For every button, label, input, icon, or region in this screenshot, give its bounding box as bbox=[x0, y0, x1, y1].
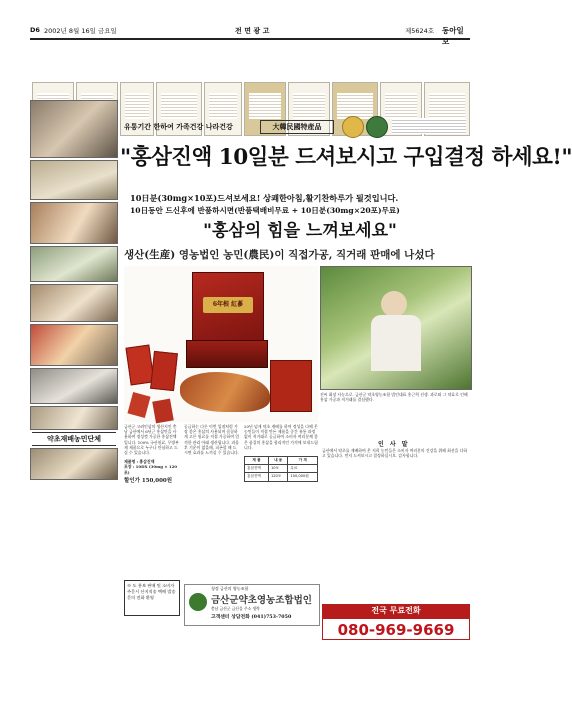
spec-package: 포장 : 10DX (30mg × 120포) bbox=[124, 464, 178, 475]
price-table bbox=[244, 456, 318, 482]
trial-line: 10日분(30mg×10포)드셔보세요! 상쾌한아침,활기찬하루가 될것입니다. bbox=[130, 193, 399, 203]
body-column-4 bbox=[322, 448, 470, 458]
greeting-title: 인 사 말 bbox=[378, 441, 410, 448]
farmer-body bbox=[371, 315, 421, 371]
table-row bbox=[245, 465, 318, 473]
table-header-cell: 제 품 bbox=[245, 457, 269, 465]
company-block bbox=[184, 584, 320, 626]
page-header bbox=[30, 22, 470, 46]
certificates-strip bbox=[30, 40, 470, 98]
body-text: 공급하는 다른 이번 입점처럼 가장 좋은 홍삼의 사용되며 꼼꼼하게 고른 원료를 직접 가공하여 엄격한 관리 아래 생산됩니다. 과음후 기운이 없을때, 피곤할 때 드시면 효과를 느끼실 수 있습니다. bbox=[184, 424, 240, 456]
refund-line: 10日동안 드신후에 반품하시면(반품택배비무료 + 10日분(30mg×20포)무료) bbox=[130, 206, 400, 215]
table-cell: 150,000원 bbox=[288, 473, 318, 481]
product-package bbox=[270, 360, 312, 412]
spec-name: 제품명 : 홍삼진액 bbox=[124, 459, 155, 465]
photo-people bbox=[30, 100, 118, 158]
table-cell: 무료 bbox=[288, 465, 318, 473]
subheadline: "홍삼의 힘을 느껴보세요" bbox=[203, 221, 397, 241]
section-title: 전 면 광 고 bbox=[235, 27, 270, 35]
newspaper-name: 동아일보 bbox=[442, 26, 464, 46]
table-row bbox=[245, 473, 318, 481]
left-photo-column bbox=[30, 100, 118, 480]
sale-notice-box bbox=[124, 580, 180, 616]
specialty-badge: 大韓民國特産品 bbox=[260, 120, 334, 134]
product-label: 6年根 紅蔘 bbox=[203, 297, 253, 313]
photo-crowd bbox=[30, 368, 118, 404]
table-cell: 홍삼진액 bbox=[245, 465, 269, 473]
photo-members bbox=[30, 448, 118, 480]
company-logo-icon bbox=[189, 593, 207, 611]
body-text: 20년 넘게 약초 재배를 하며 정성을 다해 온 농민들이 직접 만든 제품을 중간 유통 과정 없이 직거래로 공급하여 소비자 여러분께 좋은 품질의 홍삼을 합리적인 가격에 보내드립니다. bbox=[244, 424, 318, 450]
photo-meeting bbox=[30, 202, 118, 244]
company-phone: 고객센터 상담전화 (041)753-7050 bbox=[211, 614, 292, 620]
product-image bbox=[124, 266, 318, 422]
left-panel-title: 약초재배농민단체 bbox=[32, 432, 116, 446]
emblem-icon bbox=[366, 116, 388, 138]
table-header-cell: 내 용 bbox=[268, 457, 287, 465]
farmer-face bbox=[381, 291, 407, 317]
certification-note bbox=[392, 118, 466, 134]
company-address: 충남 금산군 금산읍 주소 생략 bbox=[211, 606, 260, 611]
page-number: D6 bbox=[30, 26, 40, 34]
farmer-photo bbox=[320, 266, 472, 390]
order-phone-number: 080-969-9669 bbox=[322, 618, 470, 640]
ad-tagline: 유통기간 한하여 가족건강 나라건강 bbox=[124, 123, 233, 131]
sale-line: 주문시 산지직송 택배 발송 bbox=[127, 589, 176, 594]
claim-line: 생산(生産) 영농법인 농민(農民)이 직접가공, 직거래 판매에 나섰다 bbox=[124, 249, 435, 261]
body-column-2 bbox=[184, 424, 240, 455]
photo-visit bbox=[30, 406, 118, 430]
body-text: 금산군 고려인삼의 생산지인 충남 금산에서 6년근 홍삼만을 사용하여 정성껏 가공한 홍삼진액입니다. 100% 국산원료, 무방부제 제품으로 누구나 안심하고 드실 수 있습니다. bbox=[124, 424, 179, 456]
table-cell: 10포 bbox=[268, 465, 287, 473]
product-pouch bbox=[127, 392, 150, 418]
sale-line: ※ 도 홍보 판매 및 소비자 bbox=[127, 583, 175, 588]
table-cell: 120포 bbox=[268, 473, 287, 481]
product-pouch bbox=[150, 351, 178, 391]
page-date: 2002년 8월 16일 금요일 bbox=[44, 27, 117, 35]
photo-lecture bbox=[30, 284, 118, 322]
seal-icon bbox=[342, 116, 364, 138]
body-column-1 bbox=[124, 424, 180, 484]
red-ginseng-roots bbox=[180, 372, 270, 412]
photo-event bbox=[30, 324, 118, 366]
sale-line: 문의 전화 환영 bbox=[127, 595, 154, 600]
issue-number: 제5624호 bbox=[405, 27, 435, 35]
photo-group bbox=[30, 160, 118, 200]
product-box-top bbox=[192, 272, 264, 342]
product-pouch bbox=[152, 399, 174, 424]
photo-field bbox=[30, 246, 118, 282]
toll-free-label: 전국 무료전화 bbox=[322, 604, 470, 618]
farmer-caption: 진씨 회장 사농으로. 금산군 약초영농조합 법인대표 홍근혁 선생. 과로와 그 약효로 인해 홍삼 가공과 직거래를 결심했다. bbox=[320, 392, 468, 403]
headline: "홍삼진액 10일분 드셔보시고 구입결정 하세요!" bbox=[120, 145, 572, 170]
table-cell: 홍삼진액 bbox=[245, 473, 269, 481]
body-column-3 bbox=[244, 424, 318, 482]
company-name: 금산군약초영농조합법인 bbox=[211, 595, 312, 606]
price-label: 할인가 150,000원 bbox=[124, 477, 173, 484]
product-box-front bbox=[186, 340, 268, 368]
body-text: 금산에서 약초를 재배하여 온 저희 농민들은 소비자 여러분의 건강을 위해 최선을 다하고 있습니다. 먼저 드셔보시고 결정하십시오. 감사합니다. bbox=[322, 448, 468, 459]
table-header-cell: 가 격 bbox=[288, 457, 318, 465]
company-subtitle: 청정 금산의 영농조합 bbox=[211, 586, 249, 591]
